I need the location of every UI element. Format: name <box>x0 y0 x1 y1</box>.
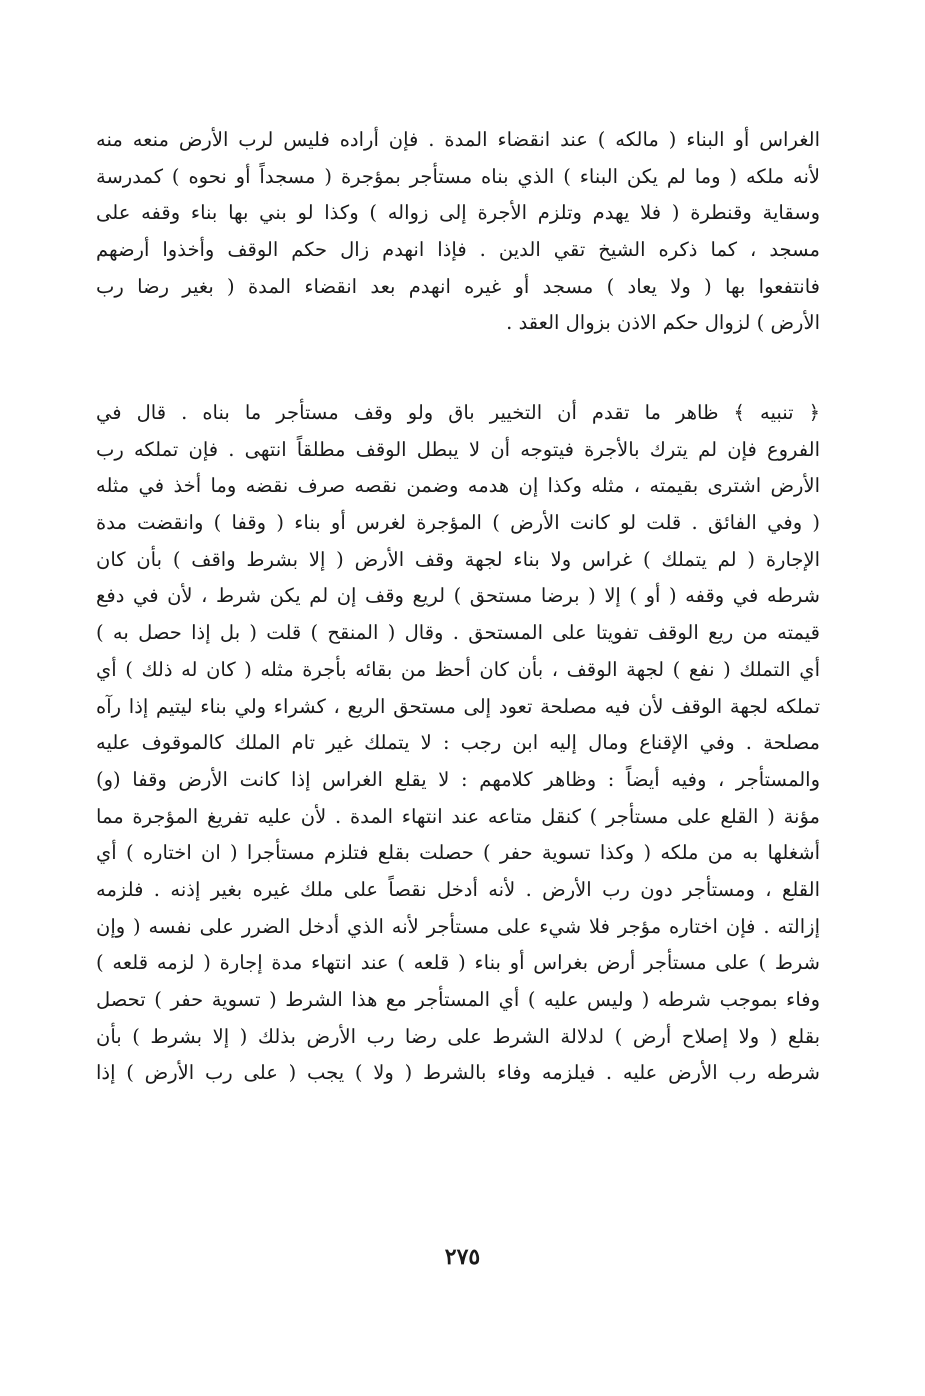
text-line: شرطه رب الأرض عليه . فيلزمه وفاء بالشرط ( ولا ) يجب ( على رب الأرض ) إذا <box>96 1061 820 1085</box>
text-line: الفروع فإن لم يترك بالأجرة فيتوجه أن لا يبطل الوقف مطلقاً انتهى . فإن تملكه رب <box>96 437 820 461</box>
text-line: مصلحة . وفي الإقناع ومال إليه ابن رجب : لا يتملك غير تام الملك كالموقوف عليه <box>96 731 820 755</box>
text-line: أشغلها به من ملكه ( وكذا تسوية حفر ) حصلت بقلع فتلزم مستأجرا ( ان اختاره ) أي <box>96 841 820 865</box>
page-number: ٢٧٥ <box>444 1244 481 1270</box>
text-line: وفاء بموجب شرطه ( وليس عليه ) أي المستأجر مع هذا الشرط ( تسوية حفر ) تحصل <box>96 988 820 1011</box>
text-line: شرطه في وقفه ( أو ) إلا ( برضا مستحق ) لريع وقف إن لم يكن شرط ، لأن في دفع <box>96 584 820 608</box>
text-line: إزالته . فإن اختاره مؤجر فلا شيء على مستأجر لأنه الذي أدخل الضرر على نفسه ( وإن <box>96 914 820 938</box>
text-line: مسجد ، كما ذكره الشيخ تقي الدين . فإذا انهدم زال حكم الوقف وأخذوا أرضهم <box>96 238 820 262</box>
text-line: ( وفي الفائق . قلت لو كانت الأرض ) المؤجرة لغرس أو بناء ( وقفا ) وانقضت مدة <box>96 511 820 535</box>
paragraph-2 <box>96 395 820 1092</box>
text-line: تملكه لجهة الوقف لأن فيه مصلحة تعود إلى مستحق الريع ، كشراء ولي بناء ليتيم إذا رآه <box>96 694 820 718</box>
text-line: بقلع ( ولا إصلاح أرض ) لدلالة الشرط على رضا رب الأرض بذلك ( إلا بشرط ) بأن <box>96 1024 820 1048</box>
text-line: قيمته من ريع الوقف تفويتا على المستحق . وقال ( المنقح ) قلت ( بل إذا حصل به ) <box>96 621 820 645</box>
text-line: مؤنة ( القلع على مستأجر ) كنقل متاعه عند انتهاء المدة . لأن عليه تفريغ المؤجرة مما <box>96 804 820 828</box>
text-line: أي التملك ( نفع ) لجهة الوقف ، بأن كان أحظ من بقائه بأجرة مثله ( كان له ذلك ) أي <box>96 657 820 681</box>
text-line: الأرض ) لزوال حكم الاذن بزوال العقد . <box>506 311 820 335</box>
text-line: ﴿ تنبيه ﴾ ظاهر ما تقدم أن التخيير باق ولو وقف مستأجر ما بناه . قال في <box>96 401 820 424</box>
text-line: لأنه ملكه ( وما لم يكن البناء ) الذي بناه مستأجر بمؤجرة ( مسجداً أو نحوه ) كمدرسة <box>96 164 820 188</box>
paragraph-1 <box>96 122 820 342</box>
text-line: شرط ) على مستأجر أرض بغراس أو بناء ( قلعه ) عند انتهاء مدة إجارة ( لزمه قلعه ) <box>96 951 820 975</box>
text-line: فانتفعوا بها ( ولا يعاد ) مسجد أو غيره انهدم بعد انقضاء المدة ( بغير رضا رب <box>96 274 820 298</box>
text-line: الأرض اشترى بقيمته ، مثله وكذا إن هدمه وضمن نقصه صرف نقضه وما أخذ في مثله <box>96 474 820 498</box>
text-line: الغراس أو البناء ( مالكه ) عند انقضاء المدة . فإن أراده فليس لرب الأرض منعه منه <box>96 128 820 151</box>
text-line: والمستأجر ، وفيه أيضاً : وظاهر كلامهم : لا يقلع الغراس إذا كانت الأرض وقفا (و) <box>96 767 820 791</box>
text-line: الإجارة ( لم يتملك ) غراس ولا بناء لجهة وقف الأرض ( إلا بشرط واقف ) بأن كان <box>96 547 820 571</box>
text-line: وسقاية وقنطرة ( فلا يهدم وتلزم الأجرة إلى زواله ) وكذا لو بني بها بناء وقفه على <box>96 201 820 225</box>
text-line: القلع ، ومستأجر دون رب الأرض . لأنه أدخل نقصاً على ملك غيره بغير إذنه . فلزمه <box>96 877 820 901</box>
